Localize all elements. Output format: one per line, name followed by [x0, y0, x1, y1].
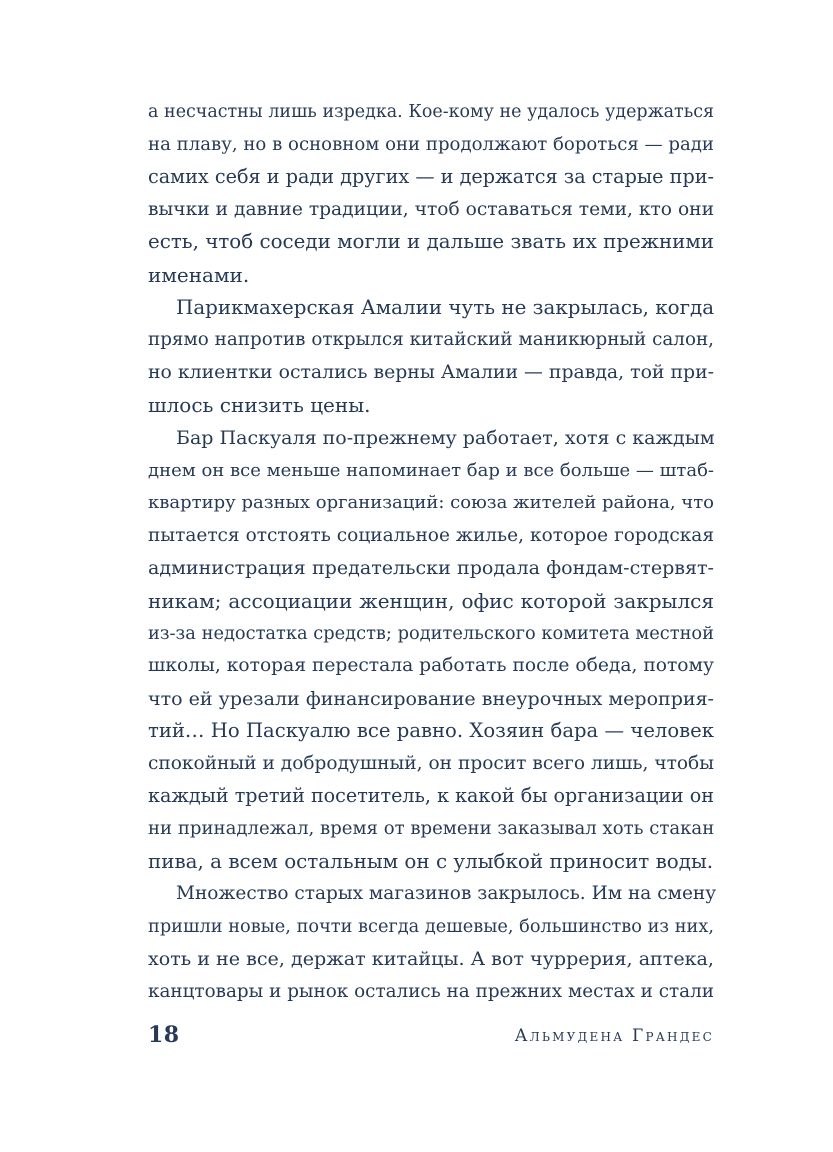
- running-head-author: Альмудена Грандес: [514, 1026, 714, 1046]
- text-line: хоть и не все, держат китайцы. А вот чуррерия, аптека,: [148, 947, 714, 971]
- text-line: спокойный и добродушный, он просит всего лишь, чтобы: [148, 752, 714, 774]
- text-line: что ей урезали финансирование внеурочных мероприя-: [148, 687, 714, 710]
- text-line: канцтовары и рынок остались на прежних местах и стали: [148, 981, 714, 1003]
- text-line: днем он все меньше напоминает бар и все больше — штаб-: [148, 459, 714, 481]
- text-line: из-за недостатка средств; родительского комитета местной: [148, 622, 714, 644]
- page-number: 18: [148, 1022, 180, 1048]
- text-line: пришли новые, почти всегда дешевые, большинство из них,: [148, 916, 715, 937]
- text-line: каждый третий посетитель, к какой бы организации он: [148, 784, 714, 808]
- text-line: шлось снизить цены.: [148, 393, 371, 418]
- text-line: администрация предательски продала фондам-стервят-: [148, 557, 714, 580]
- text-line: пытается отстоять социальное жилье, которое городская: [148, 524, 714, 546]
- text-line: тий… Но Паскуалю все равно. Хозяин бара — человек: [148, 719, 714, 743]
- text-line: на плаву, но в основном они продолжают бороться — ради: [148, 133, 714, 155]
- text-line: ни принадлежал, время от времени заказывал хоть стакан: [148, 818, 715, 840]
- text-line: а несчастны лишь изредка. Кое-кому не удалось удержаться: [148, 102, 714, 122]
- paragraph-first-line: Бар Паскуаля по-прежнему работает, хотя с каждым: [176, 426, 715, 449]
- text-line: есть, чтоб соседи могли и дальше звать их прежними: [148, 230, 714, 254]
- paragraph-first-line: Парикмахерская Амалии чуть не закрылась, когда: [176, 295, 715, 319]
- text-line: квартиру разных организаций: союза жителей района, что: [148, 492, 714, 514]
- text-line: но клиентки остались верны Амалии — правда, той при-: [148, 361, 714, 383]
- text-line: пива, а всем остальным он с улыбкой приносит воды.: [148, 849, 714, 873]
- text-line: вычки и давние традиции, чтоб оставаться теми, кто они: [148, 198, 714, 220]
- text-line: школы, которая перестала работать после обеда, потому: [148, 655, 714, 677]
- paragraph-first-line: Множество старых магазинов закрылось. Им на смену: [176, 883, 717, 905]
- text-line: именами.: [148, 262, 250, 287]
- text-line: самих себя и ради других — и держатся за старые при-: [148, 165, 714, 189]
- text-line: прямо напротив открылся китайский маникюрный салон,: [148, 329, 714, 351]
- body-text: [148, 96, 717, 1009]
- page-footer: [148, 1020, 714, 1054]
- text-line: никам; ассоциации женщин, офис которой закрылся: [148, 588, 714, 613]
